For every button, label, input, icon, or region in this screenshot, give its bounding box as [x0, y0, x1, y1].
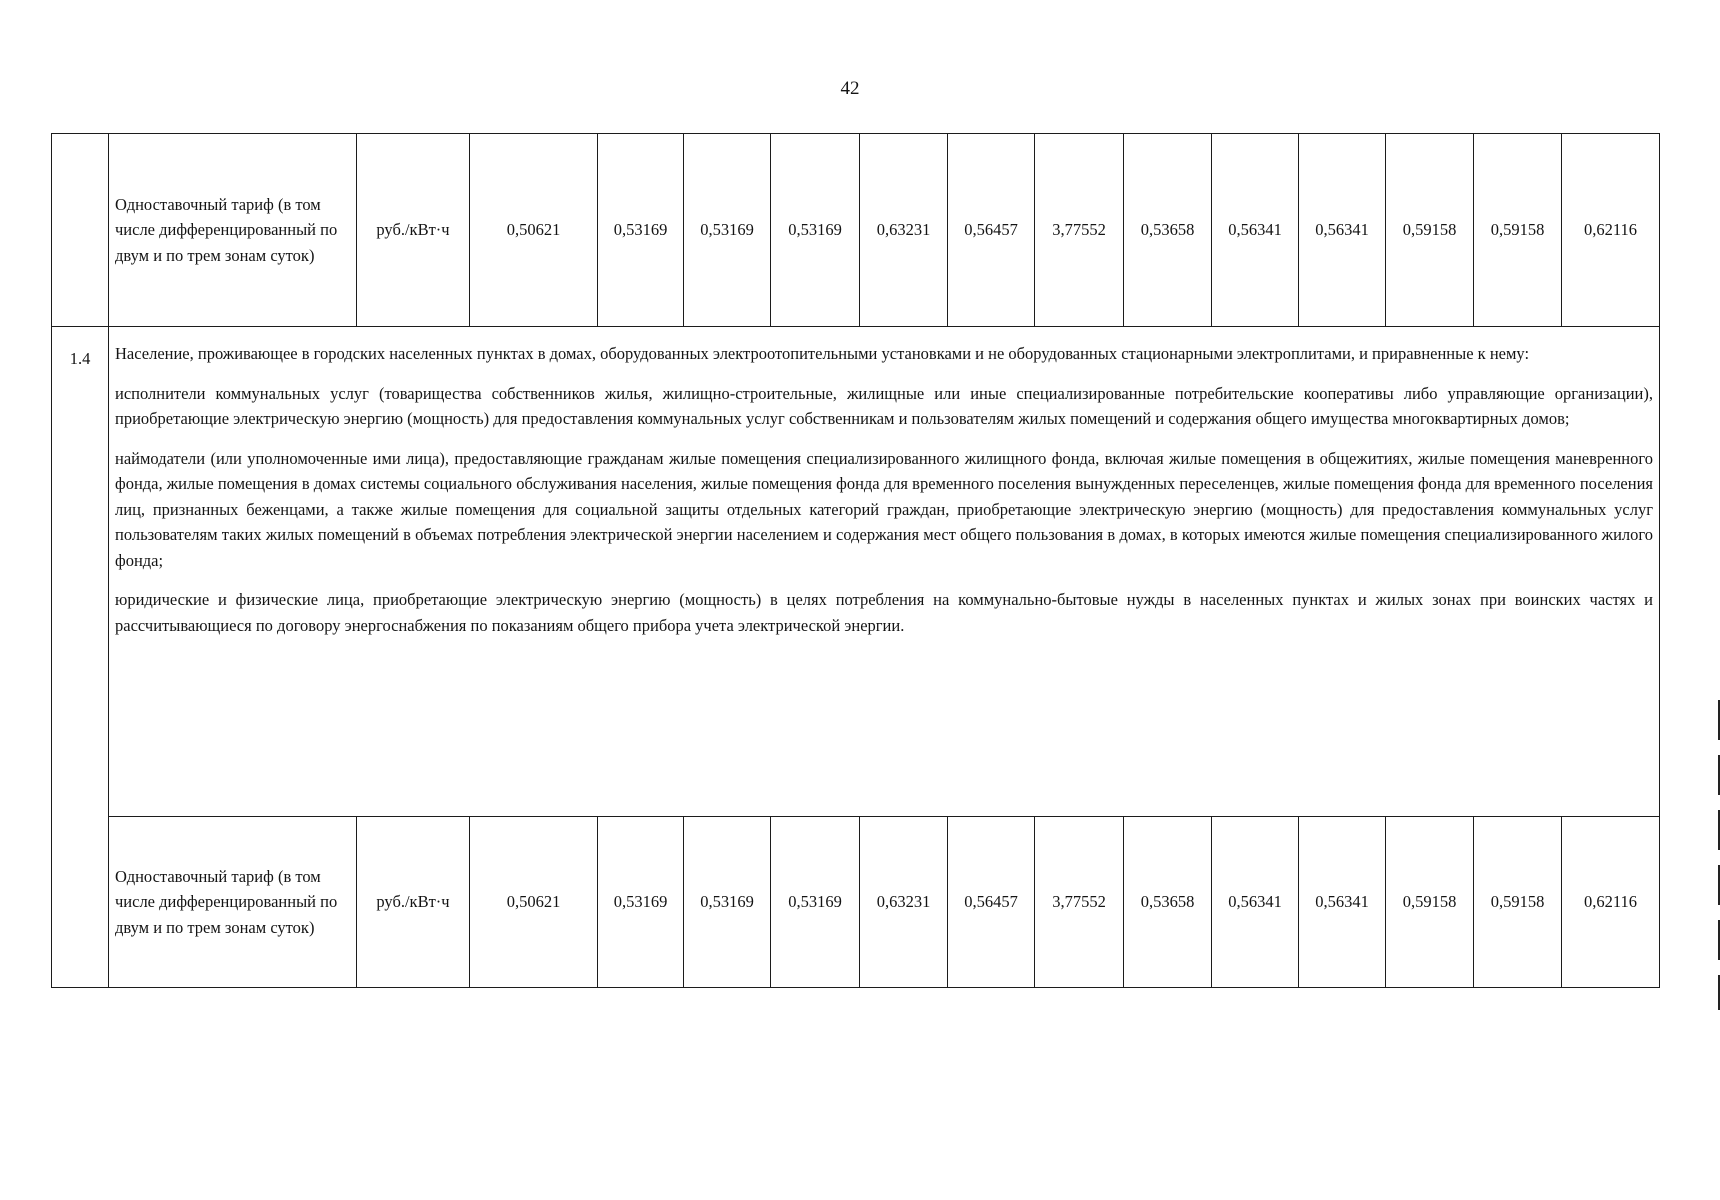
- value-cell: 0,53169: [598, 817, 684, 988]
- tariff-name-cell: Одноставочный тариф (в том числе дифференцированный по двум и по трем зонам суток): [109, 817, 357, 988]
- value-cell: 0,53169: [684, 817, 771, 988]
- value-cell: 0,56457: [948, 134, 1035, 327]
- value-cell: 0,56341: [1299, 817, 1386, 988]
- value-cell: 0,53169: [771, 134, 860, 327]
- row-number-cell: [52, 134, 109, 327]
- tariff-name-cell: Одноставочный тариф (в том числе дифференцированный по двум и по трем зонам суток): [109, 134, 357, 327]
- value-cell: 0,56341: [1212, 817, 1299, 988]
- value-cell: 0,59158: [1386, 134, 1474, 327]
- value-cell: 0,53169: [684, 134, 771, 327]
- value-cell: 0,53658: [1124, 134, 1212, 327]
- value-cell: 0,50621: [470, 817, 598, 988]
- value-cell: 0,53169: [771, 817, 860, 988]
- section-paragraph: наймодатели (или уполномоченные ими лица), предоставляющие гражданам жилые помещения специализированного жилищного фонда, включая жилые помещения в общежитиях, жилые помещения маневренного фонда, жилые помещения в домах системы социального обслуживания населения, жилые помещения фонда для временного поселения вынужденных переселенцев, жилые помещения фонда для временного поселения лиц, признанных беженцами, а также жилые помещения для социальной защиты отдельных категорий граждан, приобретающие электрическую энергию (мощность) для предоставления коммунальных услуг пользователям таких жилых помещений в объемах потребления электрической энергии населением и содержания мест общего пользования в домах, в которых имеются жилые помещения специализированного жилого фонда;: [115, 448, 1653, 570]
- section-paragraph: исполнители коммунальных услуг (товарищества собственников жилья, жилищно-строительные, жилищные или иные специализированные потребительские кооперативы либо управляющие организации), приобретающие электрическую энергию (мощность) для предоставления коммунальных услуг собственникам и пользователям жилых помещений и содержания общего имущества многоквартирных домов;: [115, 383, 1653, 428]
- unit-cell: руб./кВт·ч: [357, 817, 470, 988]
- value-cell: 0,59158: [1474, 134, 1562, 327]
- section-paragraph: Население, проживающее в городских населенных пунктах в домах, оборудованных электроотопительными установками и не оборудованных стационарными электроплитами, и приравненные к нему:: [115, 344, 1530, 363]
- unit-cell: руб./кВт·ч: [357, 134, 470, 327]
- section-text-row: [52, 327, 1660, 817]
- page-number: 42: [840, 78, 860, 99]
- value-cell: 0,56457: [948, 817, 1035, 988]
- value-cell: 0,62116: [1562, 817, 1660, 988]
- value-cell: 0,63231: [860, 817, 948, 988]
- value-cell: 0,59158: [1386, 817, 1474, 988]
- section-paragraph: юридические и физические лица, приобретающие электрическую энергию (мощность) в целях потребления на коммунально-бытовые нужды в населенных пунктах и жилых зонах при воинских частях и рассчитывающиеся по договору энергоснабжения по показаниям общего прибора учета электрической энергии.: [115, 590, 1653, 635]
- value-cell: 0,59158: [1474, 817, 1562, 988]
- tariff-row-1: [52, 134, 1660, 327]
- tariff-row-2: [52, 817, 1660, 988]
- value-cell: 0,53169: [598, 134, 684, 327]
- value-cell: 0,56341: [1299, 134, 1386, 327]
- value-cell: 0,63231: [860, 134, 948, 327]
- tariff-table: [51, 133, 1660, 988]
- value-cell: 3,77552: [1035, 134, 1124, 327]
- section-description: [109, 327, 1660, 817]
- value-cell: 0,62116: [1562, 134, 1660, 327]
- value-cell: 3,77552: [1035, 817, 1124, 988]
- value-cell: 0,53658: [1124, 817, 1212, 988]
- value-cell: 0,56341: [1212, 134, 1299, 327]
- value-cell: 0,50621: [470, 134, 598, 327]
- section-number: 1.4: [52, 327, 109, 988]
